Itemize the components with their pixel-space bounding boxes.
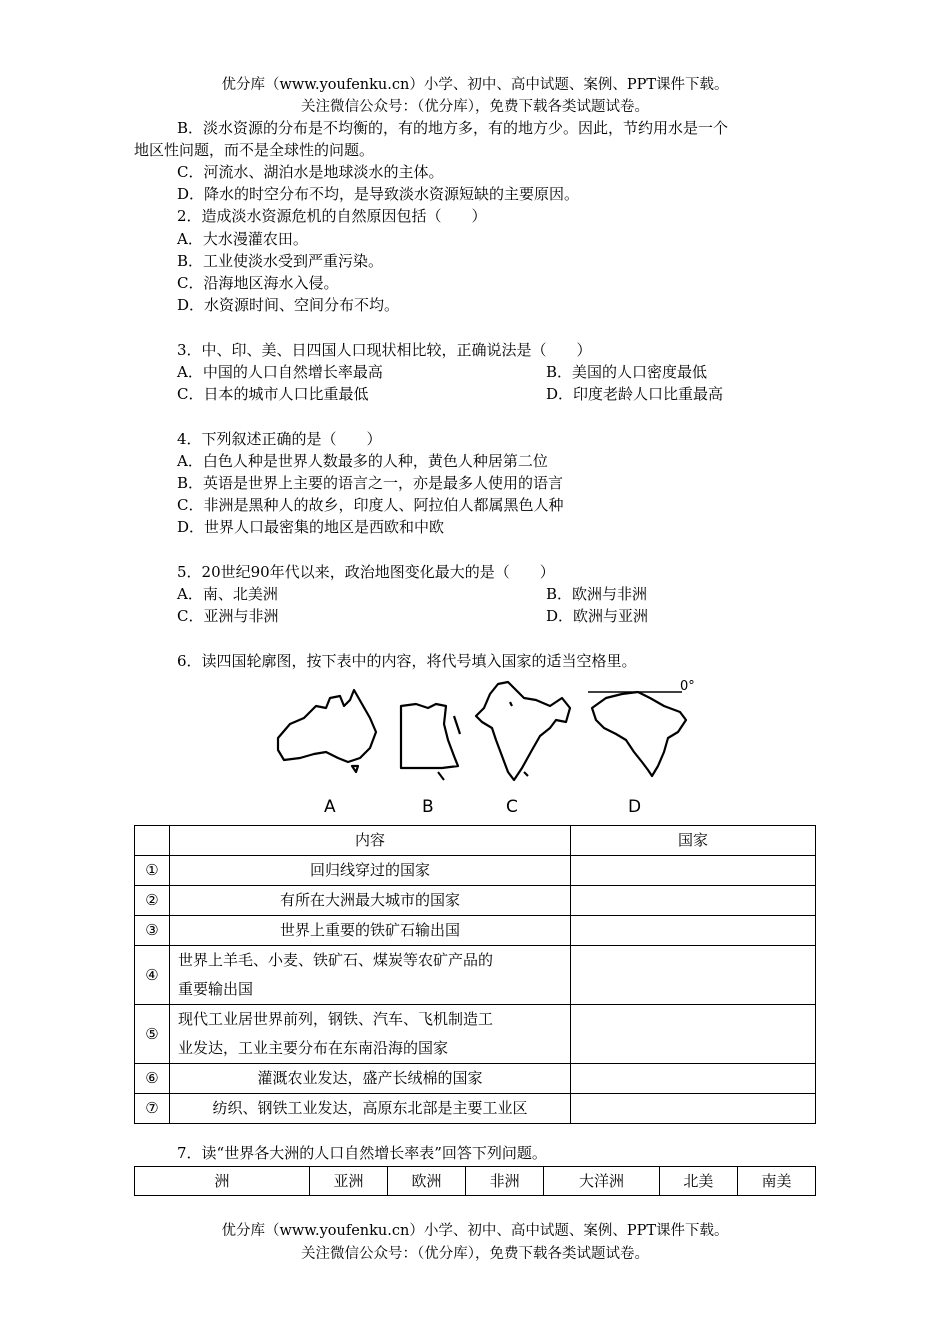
map-label-c: C bbox=[506, 797, 518, 817]
q2-option-d: D．水资源时间、空间分布不均。 bbox=[177, 296, 400, 314]
row-content-line-2: 重要输出国 bbox=[178, 980, 254, 998]
q1-option-b-line-2: 地区性问题，而不是全球性的问题。 bbox=[134, 141, 375, 159]
q5-option-c: C．亚洲与非洲 bbox=[177, 607, 279, 625]
map-label-d: D bbox=[628, 797, 642, 817]
table-row bbox=[135, 916, 816, 946]
row-content: 有所在大洲最大城市的国家 bbox=[170, 886, 571, 916]
row-number: ⑦ bbox=[135, 1094, 170, 1124]
q1-option-c: C．河流水、湖泊水是地球淡水的主体。 bbox=[177, 163, 444, 181]
header-line-2: 关注微信公众号：（优分库），免费下载各类试题试卷。 bbox=[301, 99, 649, 115]
q6-stem: 6．读四国轮廓图，按下表中的内容，将代号填入国家的适当空格里。 bbox=[177, 652, 637, 670]
header-line-1: 优分库（www.youfenku.cn）小学、初中、高中试题、案例、PPT课件下载。 bbox=[221, 77, 729, 93]
q2-stem: 2．造成淡水资源危机的自然原因包括（ ） bbox=[177, 207, 487, 225]
egypt-outline-map bbox=[401, 704, 460, 768]
row-content-line-1: 世界上羊毛、小麦、铁矿石、煤炭等农矿产品的 bbox=[178, 951, 494, 969]
row-number: ⑥ bbox=[135, 1064, 170, 1094]
continent-header: 非洲 bbox=[466, 1167, 544, 1196]
q5-option-a: A．南、北美洲 bbox=[177, 585, 278, 603]
row-number: ② bbox=[135, 886, 170, 916]
q3-option-d: D．印度老龄人口比重最高 bbox=[546, 385, 724, 403]
table-row bbox=[135, 1005, 816, 1064]
q2-option-a: A．大水漫灌农田。 bbox=[177, 230, 308, 248]
country-answer-cell[interactable] bbox=[571, 1005, 816, 1064]
table-header-row bbox=[135, 826, 816, 856]
q3-option-c: C．日本的城市人口比重最低 bbox=[177, 385, 369, 403]
table-row bbox=[135, 1094, 816, 1124]
country-answer-cell[interactable] bbox=[571, 886, 816, 916]
row-content-line-1: 现代工业居世界前列，钢铁、汽车、飞机制造工 bbox=[178, 1010, 494, 1028]
map-label-b: B bbox=[422, 797, 434, 817]
row-number: ⑤ bbox=[135, 1005, 170, 1064]
table-cell bbox=[135, 826, 170, 856]
map-label-a: A bbox=[324, 797, 336, 817]
continent-header: 大洋洲 bbox=[544, 1167, 660, 1196]
continent-header: 亚洲 bbox=[310, 1167, 388, 1196]
row-content bbox=[170, 946, 571, 1005]
australia-outline-map bbox=[278, 690, 376, 772]
equator-label: 0° bbox=[680, 679, 695, 694]
continent-header: 北美 bbox=[659, 1167, 737, 1196]
table-header-row bbox=[135, 1167, 816, 1196]
q5-option-d: D．欧洲与亚洲 bbox=[546, 607, 649, 625]
q1-option-b-line-1: B．淡水资源的分布是不均衡的，有的地方多，有的地方少。因此，节约用水是一个 bbox=[177, 119, 729, 137]
row-content: 纺织、钢铁工业发达，高原东北部是主要工业区 bbox=[170, 1094, 571, 1124]
row-content: 回归线穿过的国家 bbox=[170, 856, 571, 886]
row-number: ① bbox=[135, 856, 170, 886]
q3-option-b: B．美国的人口密度最低 bbox=[546, 363, 708, 381]
q2-option-b: B．工业使淡水受到严重污染。 bbox=[177, 252, 384, 270]
brazil-outline-map bbox=[592, 692, 686, 776]
row-content: 世界上重要的铁矿石输出国 bbox=[170, 916, 571, 946]
row-number: ④ bbox=[135, 946, 170, 1005]
q1-option-d: D．降水的时空分布不均，是导致淡水资源短缺的主要原因。 bbox=[177, 185, 580, 203]
table-row bbox=[135, 856, 816, 886]
q7-stem: 7．读“世界各大洲的人口自然增长率表”回答下列问题。 bbox=[177, 1144, 547, 1162]
country-outline-maps bbox=[270, 676, 700, 826]
q4-option-d: D．世界人口最密集的地区是西欧和中欧 bbox=[177, 518, 445, 536]
country-answer-cell[interactable] bbox=[571, 856, 816, 886]
country-answer-cell[interactable] bbox=[571, 1094, 816, 1124]
row-content-line-2: 业发达，工业主要分布在东南沿海的国家 bbox=[178, 1039, 449, 1057]
continent-header: 欧洲 bbox=[388, 1167, 466, 1196]
q5-stem: 5．20世纪90年代以来，政治地图变化最大的是（ ） bbox=[177, 563, 555, 581]
row-number: ③ bbox=[135, 916, 170, 946]
continent-header: 南美 bbox=[737, 1167, 815, 1196]
country-answer-cell[interactable] bbox=[571, 946, 816, 1005]
row-content: 灌溉农业发达，盛产长绒棉的国家 bbox=[170, 1064, 571, 1094]
q4-option-c: C．非洲是黑种人的故乡，印度人、阿拉伯人都属黑色人种 bbox=[177, 496, 564, 514]
country-header: 国家 bbox=[571, 826, 816, 856]
q3-option-a: A．中国的人口自然增长率最高 bbox=[177, 363, 383, 381]
india-outline-map bbox=[476, 682, 570, 780]
table-row bbox=[135, 886, 816, 916]
q5-option-b: B．欧洲与非洲 bbox=[546, 585, 648, 603]
footer-line-2: 关注微信公众号：（优分库），免费下载各类试题试卷。 bbox=[301, 1246, 649, 1262]
content-header: 内容 bbox=[170, 826, 571, 856]
row-content bbox=[170, 1005, 571, 1064]
table-row bbox=[135, 946, 816, 1005]
q4-stem: 4．下列叙述正确的是（ ） bbox=[177, 430, 382, 448]
q7-table bbox=[134, 1166, 816, 1196]
q4-option-b: B．英语是世界上主要的语言之一，亦是最多人使用的语言 bbox=[177, 474, 564, 492]
q4-option-a: A．白色人种是世界人数最多的人种，黄色人种居第二位 bbox=[177, 452, 548, 470]
continent-header: 洲 bbox=[135, 1167, 310, 1196]
table-row bbox=[135, 1064, 816, 1094]
q3-stem: 3．中、印、美、日四国人口现状相比较，正确说法是（ ） bbox=[177, 341, 592, 359]
footer-line-1: 优分库（www.youfenku.cn）小学、初中、高中试题、案例、PPT课件下载。 bbox=[221, 1223, 729, 1239]
q6-table bbox=[134, 825, 816, 1124]
country-answer-cell[interactable] bbox=[571, 1064, 816, 1094]
q2-option-c: C．沿海地区海水入侵。 bbox=[177, 274, 339, 292]
country-answer-cell[interactable] bbox=[571, 916, 816, 946]
